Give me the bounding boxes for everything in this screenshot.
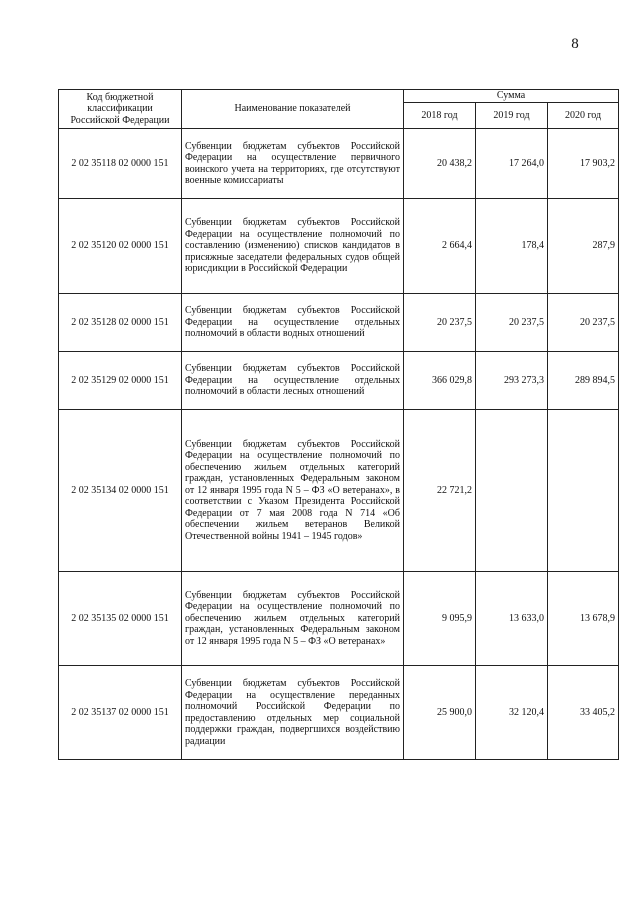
row-value-2018: 20 237,5 bbox=[404, 294, 476, 352]
table-row bbox=[59, 410, 619, 572]
row-value-2020: 13 678,9 bbox=[548, 572, 619, 666]
row-value-2020: 17 903,2 bbox=[548, 129, 619, 199]
row-value-2019 bbox=[476, 410, 548, 572]
row-code: 2 02 35118 02 0000 151 bbox=[59, 129, 182, 199]
row-name: Субвенции бюджетам субъектов Российской Федерации на осуществление полномочий по составлению (изменению) списков кандидатов в присяжные заседатели федеральных судов общей юрисдикции в Российской Федерации bbox=[182, 199, 404, 294]
table-row bbox=[59, 666, 619, 760]
row-name: Субвенции бюджетам субъектов Российской Федерации на осуществление полномочий по обеспечению жильем отдельных категорий граждан, установленных Федеральным законом от 12 января 1995 года N 5 – ФЗ «О ветеранах» bbox=[182, 572, 404, 666]
row-name: Субвенции бюджетам субъектов Российской Федерации на осуществление переданных полномочий Российской Федерации по предоставлению отдельных мер социальной поддержки граждан, подвергшихся воздействию радиации bbox=[182, 666, 404, 760]
row-name: Субвенции бюджетам субъектов Российской Федерации на осуществление отдельных полномочий в области водных отношений bbox=[182, 294, 404, 352]
row-code: 2 02 35134 02 0000 151 bbox=[59, 410, 182, 572]
table-row bbox=[59, 572, 619, 666]
row-value-2019: 13 633,0 bbox=[476, 572, 548, 666]
table-row bbox=[59, 129, 619, 199]
table-row bbox=[59, 352, 619, 410]
row-value-2018: 366 029,8 bbox=[404, 352, 476, 410]
header-sum: Сумма bbox=[404, 90, 619, 103]
row-value-2018: 2 664,4 bbox=[404, 199, 476, 294]
row-code: 2 02 35129 02 0000 151 bbox=[59, 352, 182, 410]
row-code: 2 02 35135 02 0000 151 bbox=[59, 572, 182, 666]
row-value-2018: 22 721,2 bbox=[404, 410, 476, 572]
row-value-2019: 17 264,0 bbox=[476, 129, 548, 199]
row-value-2020: 33 405,2 bbox=[548, 666, 619, 760]
row-value-2020: 289 894,5 bbox=[548, 352, 619, 410]
row-name: Субвенции бюджетам субъектов Российской Федерации на осуществление первичного воинского учета на территориях, где отсутствуют военные комиссариаты bbox=[182, 129, 404, 199]
header-year-2019: 2019 год bbox=[476, 103, 548, 129]
table-row bbox=[59, 199, 619, 294]
row-value-2020: 20 237,5 bbox=[548, 294, 619, 352]
header-name: Наименование показателей bbox=[182, 90, 404, 129]
table-row bbox=[59, 294, 619, 352]
row-value-2020: 287,9 bbox=[548, 199, 619, 294]
row-code: 2 02 35128 02 0000 151 bbox=[59, 294, 182, 352]
row-name: Субвенции бюджетам субъектов Российской Федерации на осуществление отдельных полномочий в области лесных отношений bbox=[182, 352, 404, 410]
row-code: 2 02 35137 02 0000 151 bbox=[59, 666, 182, 760]
row-name: Субвенции бюджетам субъектов Российской Федерации на осуществление полномочий по обеспечению жильем отдельных категорий граждан, установленных Федеральным законом от 12 января 1995 года N 5 – ФЗ «О ветеранах», в соответствии с Указом Президента Российской Федерации от 7 мая 2008 года N 714 «Об обеспечении жильем ветеранов Великой Отечественной войны 1941 – 1945 годов» bbox=[182, 410, 404, 572]
row-value-2019: 178,4 bbox=[476, 199, 548, 294]
budget-table bbox=[58, 89, 619, 760]
row-value-2018: 20 438,2 bbox=[404, 129, 476, 199]
header-year-2020: 2020 год bbox=[548, 103, 619, 129]
row-value-2019: 20 237,5 bbox=[476, 294, 548, 352]
header-code: Код бюджетной классификации Российской Федерации bbox=[59, 90, 182, 129]
page-number: 8 bbox=[571, 36, 579, 52]
row-value-2018: 25 900,0 bbox=[404, 666, 476, 760]
header-year-2018: 2018 год bbox=[404, 103, 476, 129]
row-value-2019: 293 273,3 bbox=[476, 352, 548, 410]
row-value-2018: 9 095,9 bbox=[404, 572, 476, 666]
row-code: 2 02 35120 02 0000 151 bbox=[59, 199, 182, 294]
row-value-2019: 32 120,4 bbox=[476, 666, 548, 760]
row-value-2020 bbox=[548, 410, 619, 572]
